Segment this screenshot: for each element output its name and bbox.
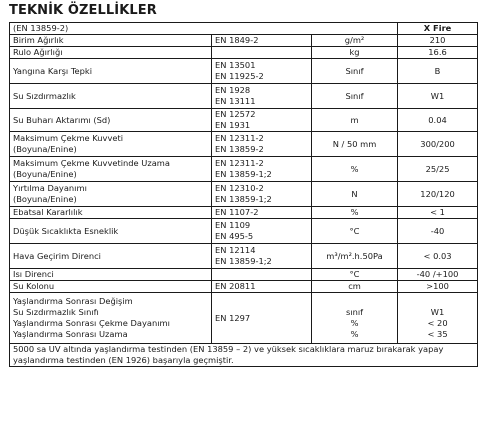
value-cell-line: < 1 (430, 207, 445, 217)
value-cell-line: 25/25 (425, 163, 450, 174)
value-cell-line: 300/200 (420, 138, 455, 149)
property-cell (10, 219, 212, 244)
table-row (10, 207, 478, 219)
property-cell (10, 182, 212, 207)
method-cell-line (215, 269, 308, 280)
method-cell-line: EN 13859-1;2 (215, 194, 272, 204)
unit-cell (312, 35, 398, 47)
unit-cell-line: Sınıf (345, 65, 364, 76)
unit-cell-line: °C (349, 269, 360, 279)
value-cell-line: < 20 (427, 318, 448, 328)
property-cell-line: Yangına Karşı Tepki (13, 65, 93, 76)
property-cell (10, 157, 212, 182)
unit-cell (312, 84, 398, 109)
footnote-row (10, 344, 478, 367)
unit-cell (312, 244, 398, 269)
method-cell-line: EN 13859-1;2 (215, 169, 272, 179)
unit-cell (312, 207, 398, 219)
property-cell-line: Su Buharı Aktarımı (Sd) (13, 114, 111, 125)
unit-cell-line: sınıf (345, 307, 364, 317)
value-cell (398, 132, 478, 157)
method-cell (212, 244, 312, 269)
method-cell-line: EN 11925-2 (215, 71, 264, 81)
method-cell (212, 84, 312, 109)
method-cell-line: EN 12572 (215, 109, 256, 119)
method-cell-line: EN 1928 (215, 85, 251, 95)
value-cell-line (401, 296, 474, 307)
method-cell-line: EN 1849-2 (215, 35, 259, 45)
unit-cell-line: N (351, 188, 358, 199)
value-cell (398, 84, 478, 109)
unit-cell-line: °C (349, 225, 360, 236)
property-cell (10, 84, 212, 109)
value-cell (398, 109, 478, 132)
property-cell-line: Maksimum Çekme Kuvvetinde Uzama (13, 158, 170, 168)
unit-cell-line: cm (348, 281, 361, 291)
method-cell (212, 59, 312, 84)
unit-cell-line: Sınıf (345, 90, 364, 101)
table-row (10, 47, 478, 59)
method-cell (212, 132, 312, 157)
unit-cell-line: % (350, 207, 359, 217)
product-header: X Fire (398, 23, 478, 35)
unit-cell-line: kg (349, 47, 360, 57)
unit-cell (312, 281, 398, 293)
property-cell (10, 109, 212, 132)
value-cell (398, 35, 478, 47)
property-cell-line: Isı Direnci (13, 269, 54, 279)
property-cell (10, 293, 212, 344)
table-row (10, 293, 478, 344)
table-row (10, 269, 478, 281)
property-cell (10, 35, 212, 47)
method-cell-line (215, 47, 308, 58)
property-cell-line: Yaşlandırma Sonrası Uzama (13, 329, 128, 339)
method-cell (212, 269, 312, 281)
table-row (10, 84, 478, 109)
value-cell (398, 207, 478, 219)
unit-cell (312, 47, 398, 59)
property-cell-line: (Boyuna/Enine) (13, 169, 77, 179)
value-cell-line: -40 (430, 225, 445, 236)
property-cell-line: Su Kolonu (13, 281, 55, 291)
specifications-table (9, 22, 478, 367)
method-cell (212, 182, 312, 207)
unit-cell (312, 59, 398, 84)
property-cell (10, 47, 212, 59)
value-cell (398, 269, 478, 281)
unit-cell-line: N / 50 mm (332, 138, 377, 149)
value-cell-line: 16.6 (428, 47, 447, 57)
method-cell (212, 157, 312, 182)
value-cell (398, 182, 478, 207)
method-cell-line: EN 1107-2 (215, 207, 259, 217)
method-cell-line: EN 1931 (215, 120, 251, 130)
table-row (10, 132, 478, 157)
page-title: TEKNİK ÖZELLİKLER (9, 3, 157, 18)
value-cell-line: >100 (426, 281, 449, 291)
property-cell-line: Düşük Sıcaklıkta Esneklik (13, 225, 119, 236)
property-cell (10, 281, 212, 293)
unit-cell (312, 269, 398, 281)
method-cell (212, 219, 312, 244)
table-header-row (10, 23, 478, 35)
value-cell (398, 157, 478, 182)
table-row (10, 244, 478, 269)
unit-cell-line: % (350, 163, 359, 174)
unit-cell-line: m (350, 114, 359, 125)
property-cell-line: Su Sızdırmazlık Sınıfı (13, 307, 99, 317)
method-cell (212, 207, 312, 219)
table-row (10, 109, 478, 132)
value-cell-line: -40 /+100 (416, 269, 459, 279)
unit-cell (312, 109, 398, 132)
method-cell-line: EN 12114 (215, 245, 256, 255)
unit-cell (312, 219, 398, 244)
property-cell (10, 207, 212, 219)
standard-header: (EN 13859-2) (10, 23, 398, 35)
unit-cell-line: m³/m².h.50Pa (326, 250, 383, 261)
property-cell-line: Maksimum Çekme Kuvveti (13, 133, 124, 143)
method-cell (212, 47, 312, 59)
method-cell-line: EN 12310-2 (215, 183, 264, 193)
value-cell-line: 210 (429, 35, 446, 45)
value-cell-line: < 35 (427, 329, 448, 339)
property-cell-line: Yaşlandırma Sonrası Değişim (13, 296, 133, 306)
table-row (10, 59, 478, 84)
property-cell-line: Ebatsal Kararlılık (13, 207, 83, 217)
unit-cell-line: % (350, 329, 359, 339)
value-cell-line: 120/120 (420, 188, 455, 199)
unit-cell-line: g/m² (344, 35, 365, 45)
property-cell-line: Yırtılma Dayanımı (13, 183, 87, 193)
value-cell (398, 47, 478, 59)
method-cell-line: EN 12311-2 (215, 133, 264, 143)
method-cell-line: EN 1109 (215, 220, 251, 230)
unit-cell (312, 182, 398, 207)
property-cell (10, 59, 212, 84)
method-cell-line: EN 20811 (215, 281, 256, 291)
unit-cell-line: % (350, 318, 359, 328)
table-row (10, 35, 478, 47)
method-cell-line: EN 495-5 (215, 231, 254, 241)
method-cell-line: EN 1297 (215, 312, 251, 323)
property-cell-line: (Boyuna/Enine) (13, 144, 77, 154)
method-cell (212, 293, 312, 344)
value-cell-line: B (434, 65, 441, 76)
unit-cell (312, 293, 398, 344)
footnote: 5000 sa UV altında yaşlandırma testinden (EN 13859 – 2) ve yüksek sıcaklıklara maruz bırakarak yapay yaşlandırma testinden (EN 1926) başarıyla geçmiştir. (10, 344, 478, 367)
property-cell-line: Rulo Ağırlığı (13, 47, 63, 57)
value-cell (398, 59, 478, 84)
property-cell-line: Hava Geçirim Direnci (13, 250, 101, 261)
method-cell (212, 35, 312, 47)
method-cell (212, 281, 312, 293)
method-cell (212, 109, 312, 132)
unit-cell-line (315, 296, 394, 307)
property-cell (10, 244, 212, 269)
method-cell-line: EN 13501 (215, 60, 256, 70)
table-row (10, 219, 478, 244)
unit-cell (312, 132, 398, 157)
value-cell-line: W1 (430, 90, 445, 101)
value-cell-line: 0.04 (428, 114, 447, 125)
method-cell-line: EN 13111 (215, 96, 256, 106)
method-cell-line: EN 13859-2 (215, 144, 264, 154)
value-cell-line: < 0.03 (423, 250, 452, 261)
property-cell (10, 269, 212, 281)
property-cell-line: Birim Ağırlık (13, 35, 64, 45)
method-cell-line: EN 12311-2 (215, 158, 264, 168)
value-cell (398, 244, 478, 269)
method-cell-line: EN 13859-1;2 (215, 256, 272, 266)
table-row (10, 182, 478, 207)
value-cell-line: W1 (430, 307, 445, 317)
value-cell (398, 293, 478, 344)
unit-cell (312, 157, 398, 182)
table-row (10, 281, 478, 293)
property-cell (10, 132, 212, 157)
table-row (10, 157, 478, 182)
value-cell (398, 219, 478, 244)
value-cell (398, 281, 478, 293)
property-cell-line: (Boyuna/Enine) (13, 194, 77, 204)
property-cell-line: Su Sızdırmazlık (13, 90, 76, 101)
property-cell-line: Yaşlandırma Sonrası Çekme Dayanımı (13, 318, 170, 328)
